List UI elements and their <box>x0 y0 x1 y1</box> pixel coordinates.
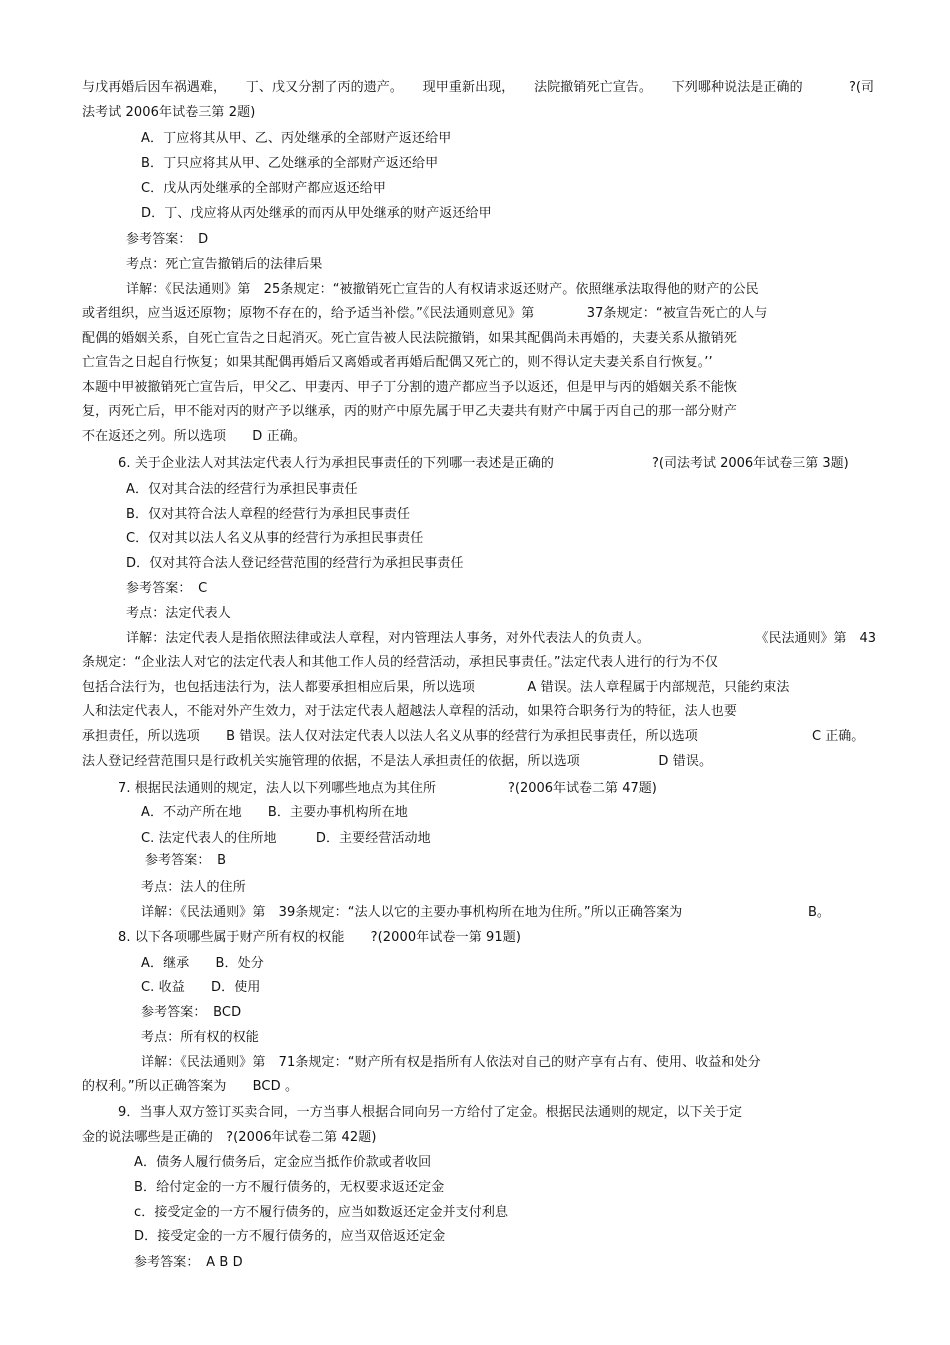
q5-option-b: B．丁只应将其从甲、乙处继承的全部财产返还给甲 <box>141 156 439 171</box>
q8-options-row-2: C. 收益 D．使用 <box>141 980 261 995</box>
q6-detail-line-5: 承担责任，所以选项 B 错误。法人仅对法定代表人以法人名义从事的经营行为承担民事责任，所以选项 <box>82 729 698 744</box>
q7-detail: 详解：《民法通则》第 39条规定：“法人以它的主要办事机构所在地为住所。”所以正确答案为 <box>141 905 683 920</box>
q5-stem-line-2: 法考试 2006年试卷三第 2题) <box>82 105 256 120</box>
q7-options-row-2: C. 法定代表人的住所地 D．主要经营活动地 <box>141 831 431 846</box>
q9-stem-line-2: 金的说法哪些是正确的 ?(2006年试卷二第 42题) <box>82 1130 377 1145</box>
q5-answer: 参考答案： D <box>126 232 209 247</box>
q5-detail-line-6: 复，丙死亡后，甲不能对丙的财产予以继承，丙的财产中原先属于甲乙夫妻共有财产中属于丙自己的那一部分财产 <box>82 404 738 419</box>
q5-detail-line-2: 或者组织，应当返还原物；原物不存在的，给予适当补偿。”《民法通则意见》第 37条规定：“被宣告死亡的人与 <box>82 306 768 321</box>
q5-detail-line-1: 详解：《民法通则》第 25条规定：“被撤销死亡宣告的人有权请求返还财产。依照继承法取得他的财产的公民 <box>126 282 759 297</box>
q6-detail-line-5-right: C 正确。 <box>812 729 865 744</box>
q6-detail-line-3: 包括合法行为，也包括违法行为，法人都要承担相应后果，所以选项 A 错误。法人章程属于内部规范，只能约束法 <box>82 680 790 695</box>
q6-option-a: A．仅对其合法的经营行为承担民事责任 <box>126 482 358 497</box>
q8-detail-line-1: 详解：《民法通则》第 71条规定：“财产所有权是指所有人依法对自己的财产享有占有、使用、收益和处分 <box>141 1055 761 1070</box>
q6-detail-line-2: 条规定：“企业法人对它的法定代表人和其他工作人员的经营活动，承担民事责任。”法定代表人进行的行为不仅 <box>82 655 718 670</box>
q5-stem-line-1: 与戊再婚后因车祸遇难， 丁、戊又分割了丙的遗产。 现甲重新出现， 法院撤销死亡宣告。 下列哪种说法是正确的 <box>82 80 803 95</box>
q6-option-b: B．仅对其符合法人章程的经营行为承担民事责任 <box>126 507 411 522</box>
q6-detail-line-1-right: 《民法通则》第 43 <box>755 631 876 646</box>
q9-answer: 参考答案： A B D <box>134 1255 243 1270</box>
q7-answer: 参考答案： B <box>145 853 227 868</box>
q7-stem-right: ?(2006年试卷二第 47题) <box>508 781 657 796</box>
q6-option-c: C．仅对其以法人名义从事的经营行为承担民事责任 <box>126 531 424 546</box>
q9-option-d: D．接受定金的一方不履行债务的，应当双倍返还定金 <box>134 1229 446 1244</box>
q6-detail-line-6: 法人登记经营范围只是行政机关实施管理的依据，不是法人承担责任的依据，所以选项 D 错误。 <box>82 754 713 769</box>
q6-option-d: D．仅对其符合法人登记经营范围的经营行为承担民事责任 <box>126 556 464 571</box>
q6-stem: 6. 关于企业法人对其法定代表人行为承担民事责任的下列哪一表述是正确的 <box>118 456 555 471</box>
q8-answer: 参考答案： BCD <box>141 1005 242 1020</box>
q5-detail-line-3: 配偶的婚姻关系，自死亡宣告之日起消灭。死亡宣告被人民法院撤销，如果其配偶尚未再婚的，夫妻关系从撤销死 <box>82 331 738 346</box>
q5-stem-line-1-right: ?(司 <box>849 80 874 95</box>
q9-option-b: B．给付定金的一方不履行债务的，无权要求返还定金 <box>134 1180 445 1195</box>
q5-detail-line-7: 不在返还之列。所以选项 D 正确。 <box>82 429 306 444</box>
q7-point: 考点：法人的住所 <box>141 880 246 895</box>
q8-detail-line-2: 的权利。”所以正确答案为 BCD 。 <box>82 1079 299 1094</box>
q6-detail-line-4: 人和法定代表人，不能对外产生效力，对于法定代表人超越法人章程的活动，如果符合职务行为的特征，法人也要 <box>82 704 738 719</box>
q8-point: 考点：所有权的权能 <box>141 1030 259 1045</box>
q9-option-a: A．债务人履行债务后，定金应当抵作价款或者收回 <box>134 1155 432 1170</box>
q5-point: 考点：死亡宣告撤销后的法律后果 <box>126 257 323 272</box>
q8-options-row-1: A．继承 B．处分 <box>141 956 264 971</box>
q6-stem-right: ?(司法考试 2006年试卷三第 3题) <box>652 456 849 471</box>
q7-detail-right: B。 <box>808 905 830 920</box>
q9-stem-line-1: 9．当事人双方签订买卖合同，一方当事人根据合同向另一方给付了定金。根据民法通则的规定，以下关于定 <box>118 1105 743 1120</box>
q8-stem: 8. 以下各项哪些属于财产所有权的权能 ?(2000年试卷一第 91题) <box>118 930 522 945</box>
q6-point: 考点：法定代表人 <box>126 606 231 621</box>
q6-answer: 参考答案： C <box>126 581 208 596</box>
q6-detail-line-1: 详解：法定代表人是指依照法律或法人章程，对内管理法人事务，对外代表法人的负责人。 <box>126 631 651 646</box>
q5-option-a: A．丁应将其从甲、乙、丙处继承的全部财产返还给甲 <box>141 131 452 146</box>
q7-stem: 7. 根据民法通则的规定，法人以下列哪些地点为其住所 <box>118 781 437 796</box>
q5-detail-line-4: 亡宣告之日起自行恢复；如果其配偶再婚后又离婚或者再婚后配偶又死亡的，则不得认定夫妻关系自行恢复。’’ <box>82 355 713 370</box>
q7-options-row-1: A．不动产所在地 B．主要办事机构所在地 <box>141 805 408 820</box>
q5-option-c: C．戊从丙处继承的全部财产都应返还给甲 <box>141 181 386 196</box>
q5-option-d: D．丁、戊应将从丙处继承的而丙从甲处继承的财产返还给甲 <box>141 206 492 221</box>
q5-detail-line-5: 本题中甲被撤销死亡宣告后，甲父乙、甲妻丙、甲子丁分割的遗产都应当予以返还，但是甲与丙的婚姻关系不能恢 <box>82 380 738 395</box>
q9-option-c: c．接受定金的一方不履行债务的，应当如数返还定金并支付利息 <box>134 1205 509 1220</box>
